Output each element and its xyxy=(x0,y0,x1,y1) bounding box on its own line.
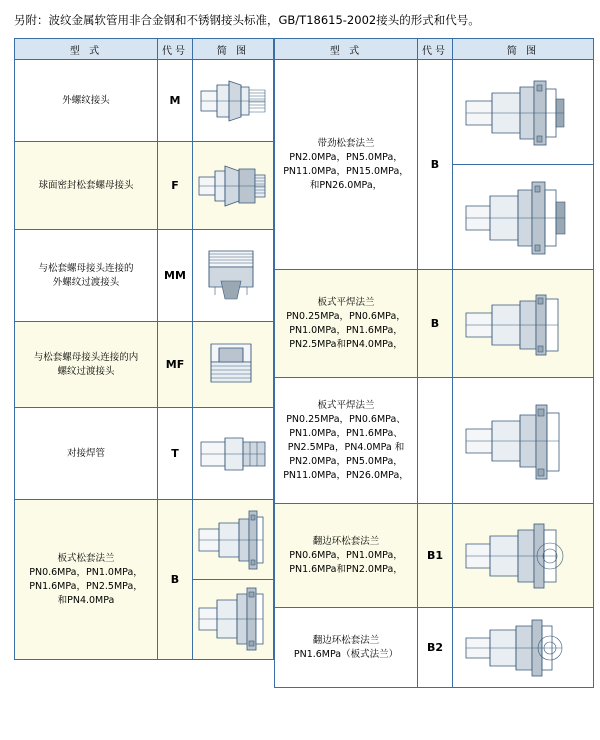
row-type-label xyxy=(275,378,418,504)
row-type-line2: PN0.6MPa，PN1.0MPa， xyxy=(289,549,403,561)
row-code-label: B xyxy=(418,60,453,270)
row-type-label xyxy=(275,60,418,270)
row-figure xyxy=(193,230,274,322)
row-type-label: 球面密封松套螺母接头 xyxy=(15,142,158,230)
row-type-line1: 板式平焊法兰 xyxy=(317,296,375,308)
table-row xyxy=(275,60,594,165)
tables-container xyxy=(0,38,600,688)
table-header-row xyxy=(15,39,274,60)
row-figure xyxy=(193,60,274,142)
table-row xyxy=(275,378,594,504)
table-row xyxy=(15,230,274,322)
figure-top xyxy=(193,501,273,580)
row-type-line6: PN11.0MPa，PN26.0MPa， xyxy=(283,469,409,481)
row-type-line4: PN2.5MPa，PN4.0MPa 和 xyxy=(287,441,405,453)
row-type-line4: 和PN4.0MPa xyxy=(57,594,115,606)
row-figure xyxy=(453,504,594,608)
row-figure xyxy=(453,270,594,378)
header-code: 代号 xyxy=(158,39,193,60)
table-row xyxy=(15,408,274,500)
row-type-line1: 翻边环松套法兰 xyxy=(312,634,380,646)
row-type-line5: PN2.0MPa，PN5.0MPa， xyxy=(289,455,403,467)
row-code-label: B xyxy=(158,500,193,660)
table-row xyxy=(275,270,594,378)
row-type-label xyxy=(275,270,418,378)
row-figure xyxy=(453,165,594,270)
row-type-line3: PN1.0MPa，PN1.6MPa， xyxy=(289,324,403,336)
row-type-line1: 板式平焊法兰 xyxy=(317,399,375,411)
row-code-label xyxy=(418,378,453,504)
table-row xyxy=(275,608,594,688)
row-code-label: T xyxy=(158,408,193,500)
header-figure: 简 图 xyxy=(193,39,274,60)
row-type-label xyxy=(275,504,418,608)
row-figure xyxy=(453,60,594,165)
figure-bottom xyxy=(193,580,273,658)
page-title: 另附：波纹金属软管用非合金钢和不锈钢接头标准，GB/T18615-2002接头的形式和代号。 xyxy=(14,13,480,27)
row-code-label: B xyxy=(418,270,453,378)
table-row xyxy=(15,142,274,230)
row-type-line2: PN1.6MPa（板式法兰） xyxy=(293,648,399,660)
row-code-label: B2 xyxy=(418,608,453,688)
row-type-label xyxy=(15,500,158,660)
header-figure: 简 图 xyxy=(453,39,594,60)
row-type-line2: 螺纹过渡接头 xyxy=(57,365,115,377)
row-type-line3: PN1.0MPa，PN1.6MPa、 xyxy=(289,427,403,439)
table-row xyxy=(15,60,274,142)
row-type-line1: 翻边环松套法兰 xyxy=(312,535,380,547)
row-type-label xyxy=(15,230,158,322)
row-type-line2: PN2.0MPa，PN5.0MPa， xyxy=(289,151,403,163)
row-type-label: 外螺纹接头 xyxy=(15,60,158,142)
row-type-line2: PN0.25MPa，PN0.6MPa， xyxy=(286,310,406,322)
row-type-line2: 外螺纹过渡接头 xyxy=(52,276,120,288)
row-type-line2: PN0.6MPa，PN1.0MPa， xyxy=(29,566,143,578)
row-type-line4: 和PN26.0MPa， xyxy=(309,179,383,191)
left-spec-table xyxy=(14,38,274,660)
row-type-line3: PN1.6MPa和PN2.0MPa， xyxy=(289,563,403,575)
row-type-line3: PN1.6MPa，PN2.5MPa， xyxy=(29,580,143,592)
table-row xyxy=(15,500,274,660)
row-code-label: M xyxy=(158,60,193,142)
row-code-label: F xyxy=(158,142,193,230)
row-type-line3: PN11.0MPa，PN15.0MPa， xyxy=(283,165,409,177)
row-figure xyxy=(193,142,274,230)
row-code-label: B1 xyxy=(418,504,453,608)
row-type-line1: 板式松套法兰 xyxy=(57,552,115,564)
row-type-line4: PN2.5MPa和PN4.0MPa， xyxy=(289,338,403,350)
table-row xyxy=(15,322,274,408)
header-code: 代号 xyxy=(418,39,453,60)
row-type-line1: 带劲松套法兰 xyxy=(317,137,375,149)
row-figure xyxy=(453,378,594,504)
row-type-label: 对接焊管 xyxy=(15,408,158,500)
row-type-line2: PN0.25MPa，PN0.6MPa、 xyxy=(286,413,406,425)
row-code-label: MM xyxy=(158,230,193,322)
header-type: 型 式 xyxy=(15,39,158,60)
row-type-line1: 与松套螺母接头连接的内 xyxy=(33,351,139,363)
row-type-label xyxy=(275,608,418,688)
header-type: 型 式 xyxy=(275,39,418,60)
right-spec-table xyxy=(274,38,594,688)
row-type-label xyxy=(15,322,158,408)
table-row xyxy=(275,504,594,608)
table-header-row xyxy=(275,39,594,60)
row-type-line1: 与松套螺母接头连接的 xyxy=(38,262,134,274)
row-figure xyxy=(193,322,274,408)
row-code-label: MF xyxy=(158,322,193,408)
row-figure xyxy=(453,608,594,688)
row-figure xyxy=(193,500,274,660)
row-figure xyxy=(193,408,274,500)
